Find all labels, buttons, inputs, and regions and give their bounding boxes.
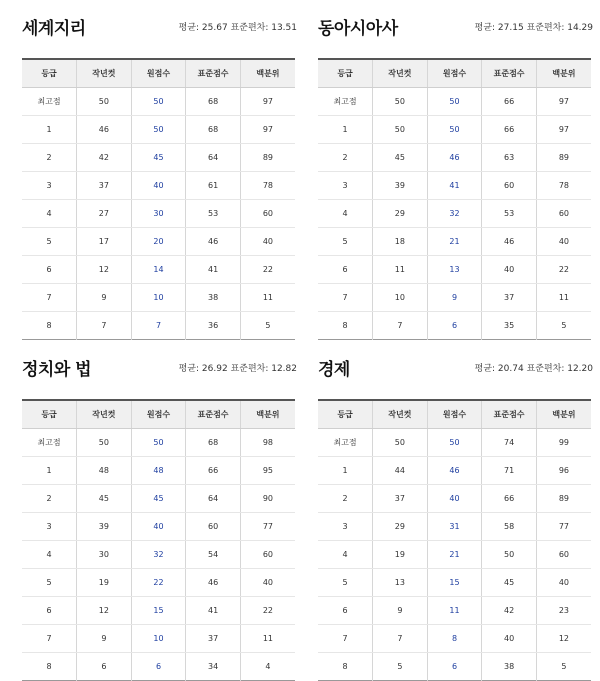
standard-score-cell: 50 (482, 540, 537, 568)
grade-cell: 최고점 (22, 428, 77, 456)
percentile-cell: 89 (536, 143, 591, 171)
last-year-cut-cell: 27 (77, 199, 132, 227)
table-row (318, 227, 591, 255)
raw-score-cell: 32 (427, 199, 482, 227)
column-header: 원점수 (131, 59, 186, 87)
grade-cut-table (318, 58, 591, 340)
percentile-cell: 11 (240, 624, 295, 652)
percentile-cell: 60 (536, 199, 591, 227)
grade-cell: 8 (318, 311, 373, 339)
grade-cell: 1 (22, 115, 77, 143)
percentile-cell: 77 (536, 512, 591, 540)
percentile-cell: 11 (240, 283, 295, 311)
last-year-cut-cell: 37 (373, 484, 428, 512)
table-row (318, 568, 591, 596)
standard-score-cell: 54 (186, 540, 241, 568)
panel-header (22, 355, 295, 399)
raw-score-cell: 6 (427, 311, 482, 339)
last-year-cut-cell: 9 (77, 283, 132, 311)
table-row (22, 512, 295, 540)
raw-score-cell: 46 (427, 143, 482, 171)
last-year-cut-cell: 39 (77, 512, 132, 540)
panel-politics-and-law (22, 355, 295, 681)
percentile-cell: 11 (536, 283, 591, 311)
percentile-cell: 22 (536, 255, 591, 283)
table-row (22, 484, 295, 512)
percentile-cell: 60 (536, 540, 591, 568)
last-year-cut-cell: 7 (373, 624, 428, 652)
standard-score-cell: 60 (482, 171, 537, 199)
raw-score-cell: 45 (131, 484, 186, 512)
table-row (318, 143, 591, 171)
percentile-cell: 60 (240, 199, 295, 227)
last-year-cut-cell: 7 (373, 311, 428, 339)
table-row (318, 283, 591, 311)
table-row (318, 428, 591, 456)
raw-score-cell: 11 (427, 596, 482, 624)
last-year-cut-cell: 45 (373, 143, 428, 171)
last-year-cut-cell: 9 (77, 624, 132, 652)
column-header: 원점수 (131, 400, 186, 428)
last-year-cut-cell: 50 (373, 428, 428, 456)
table-row (22, 311, 295, 339)
grade-cell: 3 (22, 171, 77, 199)
grade-cut-table (318, 399, 591, 681)
last-year-cut-cell: 12 (77, 255, 132, 283)
last-year-cut-cell: 13 (373, 568, 428, 596)
standard-score-cell: 34 (186, 652, 241, 680)
column-header: 표준점수 (482, 59, 537, 87)
percentile-cell: 5 (561, 320, 567, 330)
panel-title: 세계지리 (22, 19, 86, 39)
column-header: 작년컷 (373, 59, 428, 87)
standard-score-cell: 37 (186, 624, 241, 652)
raw-score-cell: 50 (427, 428, 482, 456)
grade-cell: 8 (22, 652, 77, 680)
grade-cell: 4 (22, 540, 77, 568)
standard-score-cell: 36 (186, 311, 241, 339)
raw-score-cell: 21 (427, 540, 482, 568)
percentile-cell: 89 (536, 484, 591, 512)
last-year-cut-cell: 42 (77, 143, 132, 171)
table-header-row (318, 59, 591, 87)
standard-score-cell: 74 (482, 428, 537, 456)
raw-score-cell: 8 (427, 624, 482, 652)
panel-header (318, 14, 591, 58)
table-row (318, 115, 591, 143)
grade-cell: 1 (318, 115, 373, 143)
table-row (318, 255, 591, 283)
last-year-cut-cell: 39 (373, 171, 428, 199)
percentile-cell: 99 (536, 428, 591, 456)
raw-score-cell: 15 (131, 596, 186, 624)
grade-cut-table (22, 399, 295, 681)
panel-header (22, 14, 295, 58)
table-row (318, 484, 591, 512)
last-year-cut-cell: 45 (77, 484, 132, 512)
panel-stats: 평균: 20.74 표준편차: 12.20 (474, 364, 593, 374)
table-row (318, 311, 591, 339)
standard-score-cell: 40 (482, 624, 537, 652)
raw-score-cell: 31 (427, 512, 482, 540)
column-header: 작년컷 (77, 400, 132, 428)
raw-score-cell: 50 (427, 87, 482, 115)
standard-score-cell: 66 (186, 456, 241, 484)
table-row (22, 143, 295, 171)
table-row (22, 456, 295, 484)
raw-score-cell: 13 (427, 255, 482, 283)
percentile-cell: 40 (240, 568, 295, 596)
grade-cell: 1 (318, 456, 373, 484)
grade-cell: 7 (318, 624, 373, 652)
table-row (22, 428, 295, 456)
last-year-cut-cell: 11 (373, 255, 428, 283)
standard-score-cell: 37 (482, 283, 537, 311)
table-row (22, 596, 295, 624)
panel-world-geography (22, 14, 295, 340)
standard-score-cell: 46 (186, 227, 241, 255)
table-row (318, 596, 591, 624)
table-row (22, 115, 295, 143)
table-row (22, 624, 295, 652)
panel-stats: 평균: 25.67 표준편차: 13.51 (178, 23, 297, 33)
percentile-cell: 40 (240, 227, 295, 255)
table-row (318, 540, 591, 568)
percentile-cell: 23 (536, 596, 591, 624)
grade-cell: 6 (22, 255, 77, 283)
percentile-cell: 89 (240, 143, 295, 171)
grade-cell: 4 (318, 540, 373, 568)
grade-cell: 2 (318, 484, 373, 512)
percentile-cell: 97 (536, 115, 591, 143)
grade-cell: 5 (22, 227, 77, 255)
raw-score-cell: 21 (427, 227, 482, 255)
standard-score-cell: 38 (482, 652, 537, 680)
last-year-cut-cell: 9 (373, 596, 428, 624)
table-row (22, 255, 295, 283)
column-header: 작년컷 (373, 400, 428, 428)
standard-score-cell: 41 (186, 255, 241, 283)
raw-score-cell: 14 (131, 255, 186, 283)
percentile-cell: 40 (536, 227, 591, 255)
panel-header (318, 355, 591, 399)
grade-cell: 2 (318, 143, 373, 171)
raw-score-cell: 45 (131, 143, 186, 171)
grade-cell: 최고점 (22, 87, 77, 115)
column-header: 표준점수 (186, 400, 241, 428)
last-year-cut-cell: 7 (77, 311, 132, 339)
standard-score-cell: 66 (482, 87, 537, 115)
standard-score-cell: 60 (186, 512, 241, 540)
last-year-cut-cell: 50 (77, 428, 132, 456)
standard-score-cell: 68 (186, 87, 241, 115)
raw-score-cell: 10 (131, 624, 186, 652)
standard-score-cell: 45 (482, 568, 537, 596)
last-year-cut-cell: 19 (373, 540, 428, 568)
raw-score-cell: 40 (131, 512, 186, 540)
standard-score-cell: 42 (482, 596, 537, 624)
percentile-cell: 78 (536, 171, 591, 199)
standard-score-cell: 41 (186, 596, 241, 624)
standard-score-cell: 66 (482, 484, 537, 512)
standard-score-cell: 61 (186, 171, 241, 199)
grade-cell: 최고점 (318, 87, 373, 115)
table-row (318, 456, 591, 484)
grade-cell: 2 (22, 484, 77, 512)
column-header: 백분위 (536, 59, 591, 87)
grade-cell: 5 (318, 568, 373, 596)
standard-score-cell: 71 (482, 456, 537, 484)
column-header: 원점수 (427, 59, 482, 87)
standard-score-cell: 68 (186, 115, 241, 143)
last-year-cut-cell: 29 (373, 512, 428, 540)
last-year-cut-cell: 50 (373, 115, 428, 143)
grade-cell: 3 (318, 512, 373, 540)
percentile-cell: 22 (240, 596, 295, 624)
grade-cell: 7 (318, 283, 373, 311)
last-year-cut-cell: 18 (373, 227, 428, 255)
panel-economics (318, 355, 591, 681)
grade-cell: 6 (318, 255, 373, 283)
raw-score-cell: 20 (131, 227, 186, 255)
percentile-cell: 95 (240, 456, 295, 484)
raw-score-cell: 15 (427, 568, 482, 596)
raw-score-cell: 9 (427, 283, 482, 311)
table-row (22, 568, 295, 596)
last-year-cut-cell: 10 (373, 283, 428, 311)
last-year-cut-cell: 48 (77, 456, 132, 484)
standard-score-cell: 63 (482, 143, 537, 171)
percentile-cell: 22 (240, 255, 295, 283)
panel-east-asian-history (318, 14, 591, 340)
standard-score-cell: 53 (482, 199, 537, 227)
column-header: 등급 (22, 59, 77, 87)
standard-score-cell: 35 (482, 311, 537, 339)
last-year-cut-cell: 19 (77, 568, 132, 596)
standard-score-cell: 66 (482, 115, 537, 143)
last-year-cut-cell: 30 (77, 540, 132, 568)
grade-cell: 8 (22, 311, 77, 339)
table-header-row (318, 400, 591, 428)
last-year-cut-cell: 50 (373, 87, 428, 115)
table-row (318, 652, 591, 680)
raw-score-cell: 50 (131, 428, 186, 456)
percentile-cell: 5 (561, 661, 567, 671)
raw-score-cell: 50 (131, 87, 186, 115)
percentile-cell: 40 (536, 568, 591, 596)
raw-score-cell: 50 (131, 115, 186, 143)
last-year-cut-cell: 29 (373, 199, 428, 227)
grade-cell: 7 (22, 624, 77, 652)
grade-cell: 6 (22, 596, 77, 624)
panel-title: 정치와 법 (22, 360, 92, 380)
last-year-cut-cell: 5 (373, 652, 428, 680)
raw-score-cell: 10 (131, 283, 186, 311)
column-header: 등급 (318, 400, 373, 428)
grade-cell: 3 (318, 171, 373, 199)
percentile-cell: 96 (536, 456, 591, 484)
grade-cell: 1 (22, 456, 77, 484)
percentile-cell: 97 (240, 87, 295, 115)
grade-cell: 6 (318, 596, 373, 624)
grade-cell: 5 (22, 568, 77, 596)
last-year-cut-cell: 44 (373, 456, 428, 484)
table-row (22, 652, 295, 680)
grade-cell: 2 (22, 143, 77, 171)
grade-cell: 8 (318, 652, 373, 680)
table-row (22, 87, 295, 115)
table-row (22, 283, 295, 311)
table-row (318, 199, 591, 227)
table-row (318, 171, 591, 199)
raw-score-cell: 32 (131, 540, 186, 568)
column-header: 원점수 (427, 400, 482, 428)
raw-score-cell: 50 (427, 115, 482, 143)
grade-cell: 4 (22, 199, 77, 227)
raw-score-cell: 6 (427, 652, 482, 680)
standard-score-cell: 64 (186, 143, 241, 171)
raw-score-cell: 7 (131, 311, 186, 339)
standard-score-cell: 46 (186, 568, 241, 596)
last-year-cut-cell: 50 (77, 87, 132, 115)
percentile-cell: 77 (240, 512, 295, 540)
panel-stats: 평균: 26.92 표준편차: 12.82 (178, 364, 297, 374)
panel-title: 경제 (318, 360, 350, 380)
standard-score-cell: 46 (482, 227, 537, 255)
panel-stats: 평균: 27.15 표준편차: 14.29 (474, 23, 593, 33)
grade-cell: 7 (22, 283, 77, 311)
standard-score-cell: 40 (482, 255, 537, 283)
panel-title: 동아시아사 (318, 19, 398, 39)
standard-score-cell: 53 (186, 199, 241, 227)
table-row (22, 227, 295, 255)
column-header: 등급 (22, 400, 77, 428)
last-year-cut-cell: 46 (77, 115, 132, 143)
raw-score-cell: 6 (131, 652, 186, 680)
grade-cell: 3 (22, 512, 77, 540)
table-row (22, 171, 295, 199)
last-year-cut-cell: 37 (77, 171, 132, 199)
table-row (22, 540, 295, 568)
table-row (318, 87, 591, 115)
column-header: 백분위 (536, 400, 591, 428)
table-row (22, 199, 295, 227)
column-header: 작년컷 (77, 59, 132, 87)
grade-cell: 4 (318, 199, 373, 227)
standard-score-cell: 58 (482, 512, 537, 540)
raw-score-cell: 48 (131, 456, 186, 484)
grade-cell: 5 (318, 227, 373, 255)
table-row (318, 624, 591, 652)
percentile-cell: 98 (240, 428, 295, 456)
column-header: 백분위 (240, 400, 295, 428)
percentile-cell: 5 (265, 320, 271, 330)
standard-score-cell: 38 (186, 283, 241, 311)
raw-score-cell: 40 (427, 484, 482, 512)
last-year-cut-cell: 12 (77, 596, 132, 624)
table-row (318, 512, 591, 540)
standard-score-cell: 64 (186, 484, 241, 512)
table-header-row (22, 400, 295, 428)
standard-score-cell: 68 (186, 428, 241, 456)
percentile-cell: 4 (265, 661, 271, 671)
last-year-cut-cell: 17 (77, 227, 132, 255)
last-year-cut-cell: 6 (77, 652, 132, 680)
column-header: 표준점수 (482, 400, 537, 428)
raw-score-cell: 22 (131, 568, 186, 596)
raw-score-cell: 41 (427, 171, 482, 199)
percentile-cell: 78 (240, 171, 295, 199)
table-header-row (22, 59, 295, 87)
column-header: 등급 (318, 59, 373, 87)
column-header: 표준점수 (186, 59, 241, 87)
percentile-cell: 97 (536, 87, 591, 115)
raw-score-cell: 46 (427, 456, 482, 484)
raw-score-cell: 40 (131, 171, 186, 199)
percentile-cell: 60 (240, 540, 295, 568)
grade-cell: 최고점 (318, 428, 373, 456)
raw-score-cell: 30 (131, 199, 186, 227)
percentile-cell: 12 (536, 624, 591, 652)
percentile-cell: 90 (240, 484, 295, 512)
grade-cut-table (22, 58, 295, 340)
column-header: 백분위 (240, 59, 295, 87)
percentile-cell: 97 (240, 115, 295, 143)
